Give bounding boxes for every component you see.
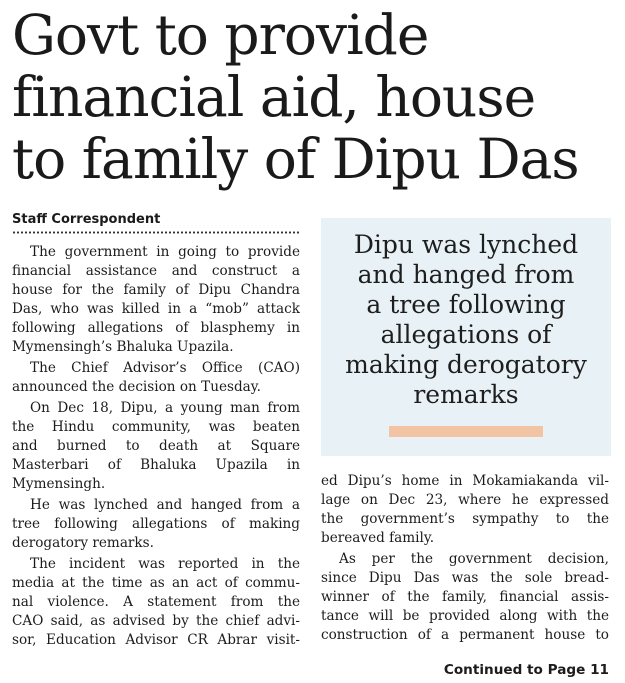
paragraph-line: Mymensingh. (12, 476, 106, 492)
paragraph-line: tree following allegations of making (12, 516, 300, 532)
paragraph-line: the government’s sympathy to the (321, 511, 609, 527)
paragraph-line: the Hindu community, was beaten (12, 419, 300, 435)
paragraph-line: since Dipu Das was the sole bread- (321, 570, 609, 586)
paragraph-line: bereaved family. (321, 530, 435, 546)
pull-quote-line: making derogatory (345, 350, 587, 379)
headline (12, 4, 622, 190)
paragraph-line: derogatory remarks. (12, 535, 154, 551)
pull-quote-line: allegations of (380, 320, 552, 349)
paragraph-line: The Chief Advisor’s Office (CAO) (30, 360, 300, 376)
paragraph-line: financial assistance and construct a (12, 263, 300, 279)
pull-quote-accent-bar (389, 426, 543, 437)
headline-line: to family of Dipu Das (12, 127, 579, 191)
article-column-right (321, 472, 609, 645)
paragraph-line: house for the family of Dipu Chandra (12, 282, 300, 298)
headline-line: Govt to provide (12, 3, 429, 67)
paragraph-line: CAO said, as advised by the chief advi- (12, 613, 300, 629)
paragraph-line: He was lynched and hanged from a (30, 497, 300, 513)
paragraph-line: Masterbari of Bhaluka Upazila in (12, 457, 300, 473)
byline: Staff Correspondent (12, 212, 161, 227)
paragraph-line: nal violence. A statement from the (12, 594, 300, 610)
article-column-left (12, 243, 300, 650)
paragraph-line: Das, who was killed in a “mob” attack (12, 301, 300, 317)
pull-quote-line: and hanged from (357, 260, 575, 289)
paragraph-line: As per the government decision, (339, 551, 609, 567)
paragraph-line: ed Dipu’s home in Mokamiakanda vil- (321, 473, 609, 489)
pull-quote-line: Dipu was lynched (353, 230, 579, 259)
continued-jump-link[interactable]: Continued to Page 11 (443, 662, 609, 678)
pull-quote-line: remarks (413, 380, 519, 409)
paragraph-line: following allegations of blasphemy in (12, 320, 300, 336)
paragraph-line: The incident was reported in the (30, 556, 300, 572)
paragraph-line: On Dec 18, Dipu, a young man from (30, 400, 300, 416)
pull-quote-box (321, 218, 611, 456)
paragraph-line: construction of a permanent house to (321, 627, 609, 643)
paragraph-line: Mymensingh’s Bhaluka Upazila. (12, 339, 234, 355)
pull-quote (321, 230, 611, 410)
paragraph-line: announced the decision on Tuesday. (12, 379, 261, 395)
dotted-rule (12, 231, 300, 234)
headline-line: financial aid, house (12, 65, 536, 129)
paragraph-line: media at the time as an act of commu- (12, 575, 300, 591)
paragraph-line: sor, Education Advisor CR Abrar visit- (12, 632, 300, 648)
paragraph-line: winner of the family, financial assis- (321, 589, 609, 605)
paragraph-line: The government in going to provide (30, 244, 300, 260)
paragraph-line: tance will be provided along with the (321, 608, 609, 624)
paragraph-line: lage on Dec 23, where he expressed (321, 492, 609, 508)
pull-quote-line: a tree following (366, 290, 566, 319)
paragraph-line: and burned to death at Square (12, 438, 300, 454)
